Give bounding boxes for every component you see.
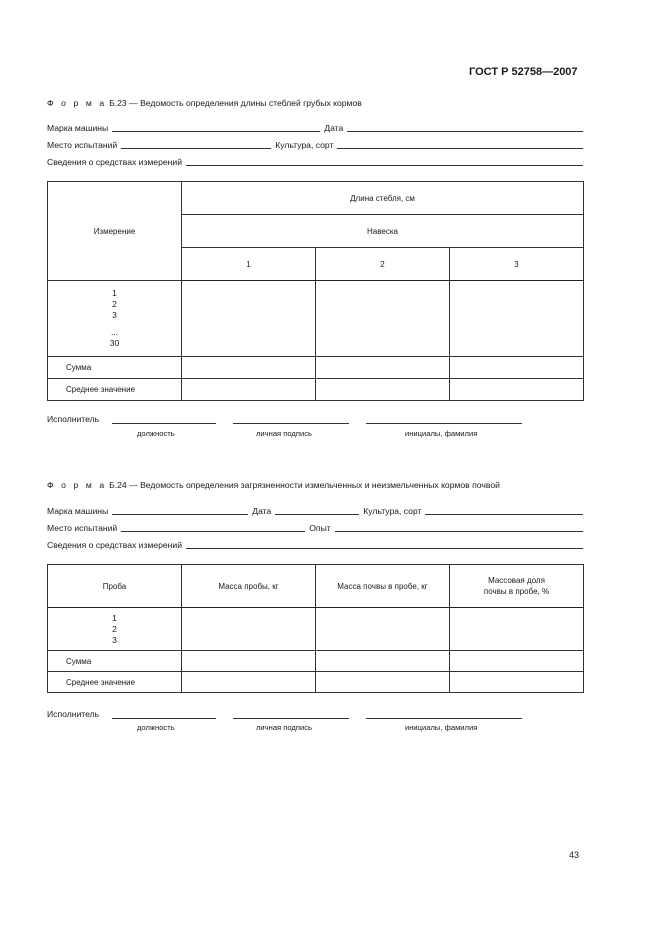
row-number: ... (110, 327, 119, 337)
data-cell[interactable] (182, 672, 316, 693)
soil-table (47, 564, 584, 693)
machine-input[interactable] (112, 122, 320, 132)
experiment-label: Опыт (309, 523, 331, 533)
header-share: Массовая доля почвы в пробе, % (450, 565, 584, 608)
standard-number: ГОСТ Р 52758—2007 (469, 66, 578, 78)
header-mass: Масса пробы, кг (182, 565, 316, 608)
position-input[interactable] (112, 709, 216, 719)
machine-input[interactable] (112, 505, 248, 515)
culture-label: Культура, сорт (363, 506, 422, 516)
culture-input[interactable] (425, 505, 583, 515)
row-number: 1 (112, 288, 117, 298)
date-label: Дата (324, 123, 344, 133)
header-length: Длина стебля, см (182, 182, 584, 215)
header-sample: Навеска (182, 215, 584, 248)
table-row (48, 379, 584, 401)
means-input[interactable] (186, 539, 583, 549)
page-number: 43 (569, 850, 580, 860)
data-cell[interactable] (316, 281, 450, 357)
form-title-b23 (47, 98, 362, 108)
form-word: Ф о р м а (47, 480, 107, 490)
row-number: 1 (112, 612, 117, 623)
data-cell[interactable] (316, 379, 450, 401)
mean-label: Среднее значение (48, 379, 182, 401)
place-label: Место испытаний (47, 140, 118, 150)
field-line-means (47, 156, 583, 167)
machine-label: Марка машины (47, 123, 109, 133)
row-numbers (48, 608, 182, 651)
name-input[interactable] (366, 414, 522, 424)
executor-label: Исполнитель (47, 709, 100, 719)
sum-label: Сумма (48, 357, 182, 379)
header-sample: Проба (48, 565, 182, 608)
data-cell[interactable] (182, 608, 316, 651)
name-input[interactable] (366, 709, 522, 719)
data-cell[interactable] (182, 651, 316, 672)
form-title-b24 (47, 480, 500, 490)
means-input[interactable] (186, 156, 583, 166)
table-row (48, 651, 584, 672)
field-line-machine-2 (47, 505, 583, 516)
name-caption: инициалы, фамилия (405, 723, 478, 732)
field-line-place (47, 139, 583, 150)
executor-label: Исполнитель (47, 414, 100, 424)
table-row (48, 357, 584, 379)
form-word: Ф о р м а (47, 98, 107, 108)
header-sub-2: 2 (316, 248, 450, 281)
culture-label: Культура, сорт (275, 140, 334, 150)
data-cell[interactable] (450, 672, 584, 693)
machine-label: Марка машины (47, 506, 109, 516)
signature-caption: личная подпись (256, 429, 312, 438)
data-cell[interactable] (182, 357, 316, 379)
signature-block-b23 (47, 414, 547, 444)
means-label: Сведения о средствах измерений (47, 157, 182, 167)
table-row (48, 281, 584, 357)
place-input[interactable] (121, 139, 271, 149)
mean-label: Среднее значение (48, 672, 182, 693)
length-table (47, 181, 584, 401)
date-input[interactable] (275, 505, 359, 515)
position-caption: должность (137, 723, 175, 732)
table-row (48, 608, 584, 651)
form-title-text: Б.24 — Ведомость определения загрязненности измельченных и неизмельченных кормов почвой (109, 480, 500, 490)
row-number: 2 (112, 623, 117, 634)
date-input[interactable] (347, 122, 583, 132)
signature-input[interactable] (233, 414, 349, 424)
header-sub-1: 1 (182, 248, 316, 281)
row-number: 30 (109, 338, 120, 348)
header-measure: Измерение (48, 182, 182, 281)
signature-caption: личная подпись (256, 723, 312, 732)
data-cell[interactable] (316, 651, 450, 672)
header-soil: Масса почвы в пробе, кг (316, 565, 450, 608)
field-line-machine (47, 122, 583, 133)
place-input[interactable] (121, 522, 305, 532)
table-row (48, 672, 584, 693)
form-title-text: Б.23 — Ведомость определения длины стеблей грубых кормов (109, 98, 362, 108)
experiment-input[interactable] (335, 522, 583, 532)
header-sub-3: 3 (450, 248, 584, 281)
data-cell[interactable] (182, 281, 316, 357)
data-cell[interactable] (450, 357, 584, 379)
field-line-means-2 (47, 539, 583, 550)
data-cell[interactable] (182, 379, 316, 401)
data-cell[interactable] (316, 672, 450, 693)
data-cell[interactable] (450, 281, 584, 357)
data-cell[interactable] (316, 357, 450, 379)
place-label: Место испытаний (47, 523, 118, 533)
sum-label: Сумма (48, 651, 182, 672)
position-input[interactable] (112, 414, 216, 424)
data-cell[interactable] (316, 608, 450, 651)
name-caption: инициалы, фамилия (405, 429, 478, 438)
data-cell[interactable] (450, 608, 584, 651)
row-numbers (48, 281, 182, 357)
data-cell[interactable] (450, 651, 584, 672)
signature-input[interactable] (233, 709, 349, 719)
means-label: Сведения о средствах измерений (47, 540, 182, 550)
row-number: 2 (112, 299, 117, 309)
field-line-place-2 (47, 522, 583, 533)
row-number: 3 (112, 310, 117, 320)
culture-input[interactable] (337, 139, 583, 149)
date-label: Дата (252, 506, 272, 516)
row-number: 3 (112, 634, 117, 645)
data-cell[interactable] (450, 379, 584, 401)
signature-block-b24 (47, 709, 547, 739)
position-caption: должность (137, 429, 175, 438)
